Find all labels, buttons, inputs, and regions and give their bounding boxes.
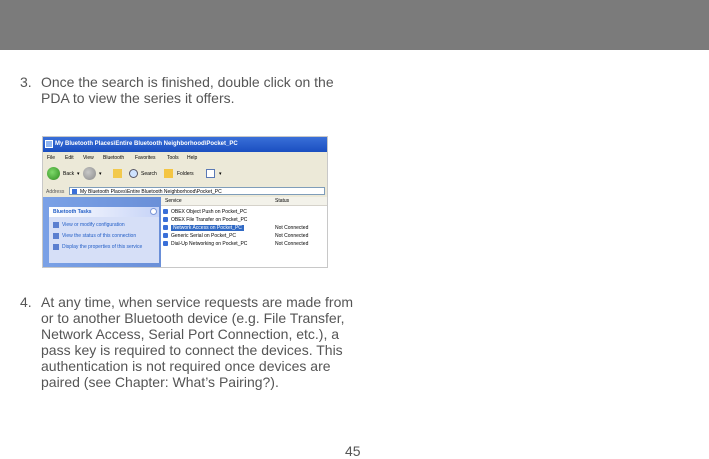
menu-tools[interactable]: Tools — [167, 155, 179, 161]
page-number: 45 — [345, 443, 361, 459]
back-arrow-icon[interactable] — [47, 167, 60, 180]
bluetooth-service-icon — [163, 241, 168, 246]
menu-view[interactable]: View — [83, 155, 94, 161]
bluetooth-service-icon — [163, 209, 168, 214]
properties-icon — [53, 244, 59, 250]
list-item[interactable]: Generic Serial on Pocket_PC Not Connected — [163, 233, 327, 240]
header-bar — [0, 0, 709, 50]
menu-file[interactable]: File — [47, 155, 56, 161]
address-value: My Bluetooth Places\Entire Bluetooth Neighborhood\Pocket_PC — [80, 189, 222, 195]
step-text: Once the search is finished, double click on the PDA to view the series it offers. — [41, 74, 334, 106]
address-input[interactable] — [69, 187, 325, 195]
column-header — [161, 197, 327, 206]
address-label: Address — [46, 189, 65, 195]
folders-label[interactable]: Folders — [177, 171, 194, 177]
menu-bluetooth[interactable]: Bluetooth — [103, 155, 125, 161]
back-label[interactable]: Back — [63, 171, 75, 177]
step-text: At any time, when service requests are made from or to another Bluetooth device (e.g. File Transfer, Network Access, Serial Port Connection, etc.), a pass key is required to connect the devices. This authentication is not required once devices are paired (see Chapter: What’s Pairing?). — [41, 294, 354, 390]
column-status[interactable]: Status — [275, 198, 290, 204]
views-dropdown-icon[interactable]: ▾ — [219, 171, 222, 177]
window-icon — [45, 140, 53, 148]
bluetooth-folder-icon — [72, 189, 77, 194]
status-icon — [53, 233, 59, 239]
folder-up-icon[interactable] — [113, 169, 122, 178]
menu-favorites[interactable]: Favorites — [135, 155, 156, 161]
window-title: My Bluetooth Places\Entire Bluetooth Neighborhood\Pocket_PC — [55, 141, 238, 147]
toolbar — [43, 163, 327, 186]
list-item[interactable]: Dial-Up Networking on Pocket_PC Not Connected — [163, 241, 327, 248]
forward-dropdown-icon[interactable]: ▾ — [99, 171, 102, 177]
tasks-header[interactable] — [49, 207, 159, 217]
list-item[interactable]: OBEX Object Push on Pocket_PC — [163, 209, 327, 216]
bluetooth-service-icon — [163, 233, 168, 238]
step-number: 4. — [20, 294, 32, 310]
list-item[interactable]: Network Access on Pocket_PC Not Connected — [163, 225, 327, 232]
explorer-screenshot — [42, 136, 328, 268]
configuration-icon — [53, 222, 59, 228]
task-pane — [43, 197, 161, 267]
menu-edit[interactable]: Edit — [65, 155, 74, 161]
search-label[interactable]: Search — [141, 171, 157, 177]
views-icon[interactable] — [206, 169, 215, 178]
bluetooth-tasks-box: Bluetooth Tasks View or modify configuration View the status of this connection Display the properties of this service — [49, 207, 159, 263]
collapse-icon[interactable] — [150, 208, 157, 215]
window-titlebar — [43, 137, 327, 152]
search-icon[interactable] — [129, 169, 138, 178]
folders-icon[interactable] — [164, 169, 173, 178]
tasks-title: Bluetooth Tasks — [53, 209, 92, 215]
bluetooth-service-icon — [163, 225, 168, 230]
back-dropdown-icon[interactable]: ▾ — [77, 171, 80, 177]
bluetooth-service-icon — [163, 217, 168, 222]
service-list — [161, 197, 327, 267]
step-number: 3. — [20, 74, 32, 90]
menu-help[interactable]: Help — [187, 155, 198, 161]
list-item[interactable]: OBEX File Transfer on Pocket_PC — [163, 217, 327, 224]
column-service[interactable]: Service — [165, 198, 182, 204]
forward-arrow-icon[interactable] — [83, 167, 96, 180]
